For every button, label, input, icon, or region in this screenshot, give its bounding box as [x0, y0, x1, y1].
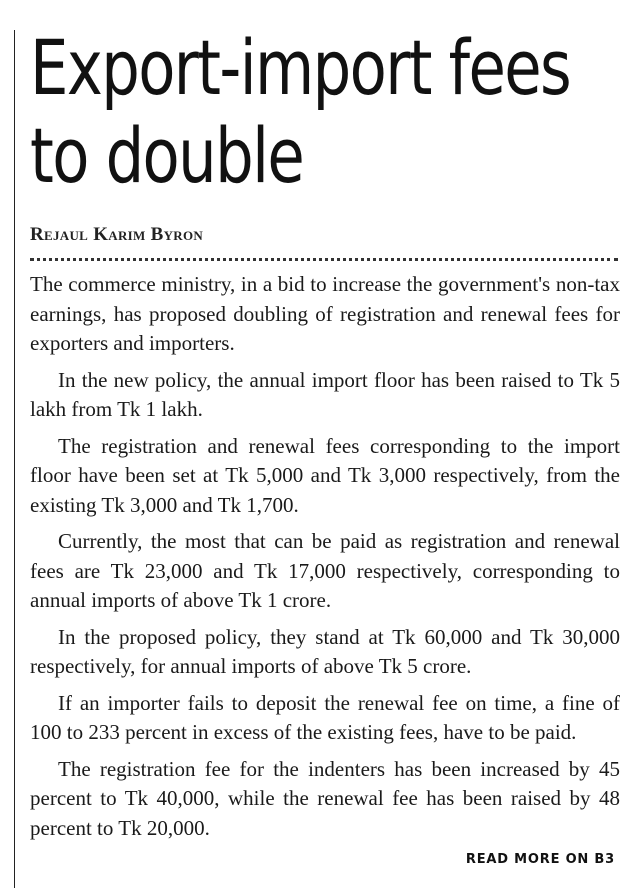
paragraph-7: The registration fee for the indenters has been increased by 45 percent to Tk 40,000, while the renewal fee has been raised by 48 percent to Tk 20,000. — [30, 756, 620, 840]
headline-line-1: Export-import fees — [30, 23, 571, 112]
byline: Rejaul Karim Byron — [30, 224, 204, 245]
paragraph-3: The registration and renewal fees corresponding to the import floor have been set at Tk 5,000 and Tk 3,000 respectively, from the existing Tk 3,000 and Tk 1,700. — [30, 433, 620, 517]
paragraph-6: If an importer fails to deposit the renewal fee on time, a fine of 100 to 233 percent in excess of the existing fees, have to be paid. — [30, 690, 620, 744]
paragraph-4: Currently, the most that can be paid as registration and renewal fees are Tk 23,000 and Tk 17,000 respectively, corresponding to annual imports of above Tk 1 crore. — [30, 529, 620, 612]
headline — [30, 23, 571, 200]
article-body — [30, 270, 620, 843]
news-article — [30, 24, 620, 850]
headline-line-2: to double — [30, 111, 304, 200]
paragraph-1: The commerce ministry, in a bid to increase the government's non-tax earnings, has proposed doubling of registration and renewal fees for exporters and importers. — [30, 272, 620, 355]
dotted-divider — [30, 258, 618, 261]
read-more-link[interactable]: READ MORE ON B3 — [465, 852, 615, 867]
column-rule — [14, 30, 15, 888]
paragraph-5: In the proposed policy, they stand at Tk 60,000 and Tk 30,000 respectively, for annual imports of above Tk 5 crore. — [30, 624, 620, 678]
paragraph-2: In the new policy, the annual import floor has been raised to Tk 5 lakh from Tk 1 lakh. — [30, 367, 620, 421]
